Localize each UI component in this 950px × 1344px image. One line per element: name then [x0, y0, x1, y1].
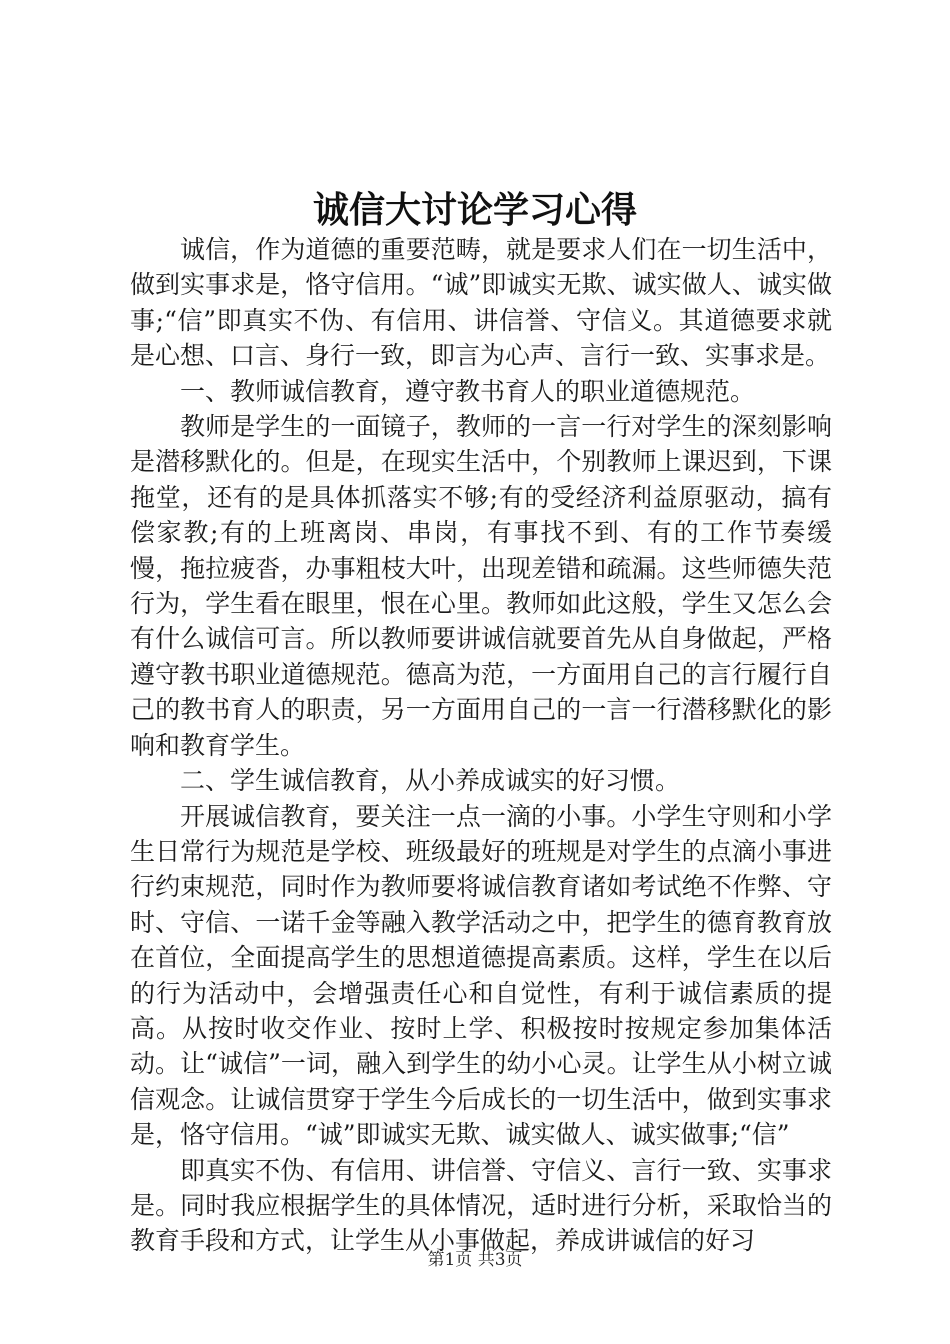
section-heading-teacher: 一、教师诚信教育，遵守教书育人的职业道德规范。: [180, 376, 756, 406]
paragraph-intro: 诚信，作为道德的重要范畴，就是要求人们在一切生活中，做到实事求是，恪守信用。“诚”即诚实无欺、诚实做人、诚实做事;“信”即真实不伪、有信用、讲信誉、守信义。其道德要求就是心想、口言、身行一致，即言为心声、言行一致、实事求是。: [130, 235, 832, 371]
paragraph-continued: 即真实不伪、有信用、讲信誉、守信义、言行一致、实事求是。同时我应根据学生的具体情况，适时进行分析，采取恰当的教育手段和方式，让学生从小事做起，养成讲诚信的好习: [130, 1155, 832, 1256]
document-title: 诚信大讨论学习心得: [312, 189, 637, 231]
page-footer: 第1页 共3页: [427, 1250, 523, 1270]
document-body: [130, 232, 832, 1259]
paragraph-student: 开展诚信教育，要关注一点一滴的小事。小学生守则和小学生日常行为规范是学校、班级最好的班规是对学生的点滴小事进行约束规范，同时作为教师要将诚信教育诸如考试绝不作弊、守时、守信、一诺千金等融入教学活动之中，把学生的德育教育放在首位，全面提高学生的思想道德提高素质。这样，学生在以后的行为活动中，会增强责任心和自觉性，有利于诚信素质的提高。从按时收交作业、按时上学、积极按时按规定参加集体活动。让“诚信”一词，融入到学生的幼小心灵。让学生从小树立诚信观念。让诚信贯穿于学生今后成长的一切生活中，做到实事求是，恪守信用。“诚”即诚实无欺、诚实做人、诚实做事;“信”: [130, 801, 832, 1150]
paragraph-teacher: 教师是学生的一面镜子，教师的一言一行对学生的深刻影响是潜移默化的。但是，在现实生活中，个别教师上课迟到，下课拖堂，还有的是具体抓落实不够;有的受经济利益原驱动，搞有偿家教;有的上班离岗、串岗，有事找不到、有的工作节奏缓慢，拖拉疲沓，办事粗枝大叶，出现差错和疏漏。这些师德失范行为，学生看在眼里，恨在心里。教师如此这般，学生又怎么会有什么诚信可言。所以教师要讲诚信就要首先从自身做起，严格遵守教书职业道德规范。德高为范，一方面用自己的言行履行自己的教书育人的职责，另一方面用自己的一言一行潜移默化的影响和教育学生。: [130, 412, 832, 760]
section-heading-student: 二、学生诚信教育，从小养成诚实的好习惯。: [180, 766, 681, 796]
